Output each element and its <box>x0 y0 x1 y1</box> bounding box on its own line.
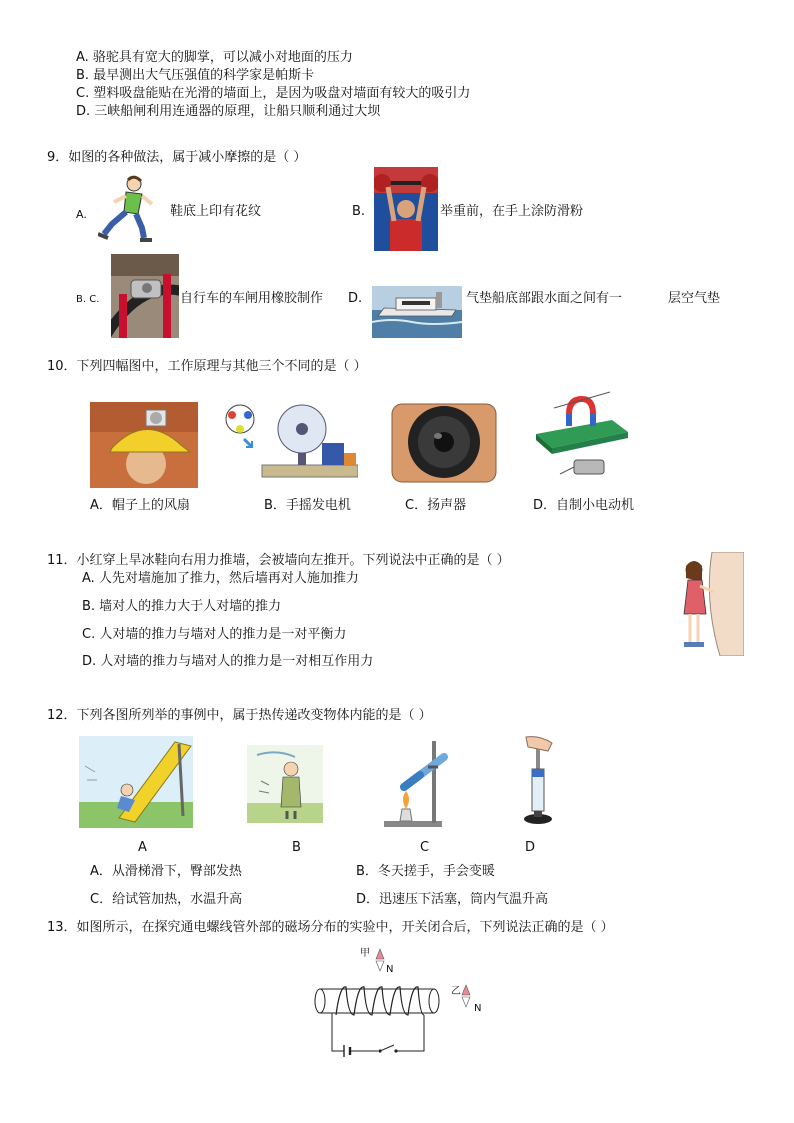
test-tube-heating-image <box>382 737 460 829</box>
q12-option-d: D．迅速压下活塞，筒内气温升高 <box>356 892 549 907</box>
q9-stem: 9．如图的各种做法，属于减小摩擦的是（ ） <box>47 150 307 165</box>
solenoid-circuit-diagram <box>310 945 490 1057</box>
piston-cylinder-image <box>518 735 558 829</box>
q13-label-jia: 甲 <box>360 948 370 959</box>
q9-option-c-letter-text: B. C. <box>76 294 100 305</box>
hat-fan-image <box>90 402 198 488</box>
q9-option-b-letter: B. <box>352 204 366 219</box>
bicycle-brake-image <box>111 254 179 338</box>
q11-option-b: B. 墙对人的推力大于人对墙的推力 <box>82 599 282 614</box>
q12-option-a: A．从滑梯滑下，臀部发热 <box>90 864 242 879</box>
q11-stem: 11．小红穿上旱冰鞋向右用力推墙，会被墙向左推开。下列说法中正确的是（ ） <box>47 553 510 568</box>
q12-label-d: D <box>525 840 536 855</box>
q10-stem: 10．下列四幅图中，工作原理与其他三个不同的是（ ） <box>47 359 367 374</box>
q12-option-b: B．冬天搓手，手会变暖 <box>356 864 495 879</box>
q9-option-b-text: 举重前，在手上涂防滑粉 <box>440 204 584 219</box>
hovercraft-image <box>372 286 462 338</box>
rubbing-hands-image <box>247 745 323 823</box>
q9-option-c-letter <box>76 291 99 308</box>
loudspeaker-image <box>388 402 500 484</box>
q9-option-d-text-cont: 层空气垫 <box>668 291 721 306</box>
q11-option-c: C. 人对墙的推力与墙对人的推力是一对平衡力 <box>82 627 347 642</box>
q8-option-d: D. 三峡船闸利用连通器的原理，让船只顺利通过大坝 <box>76 104 381 119</box>
running-boy-image <box>98 172 158 244</box>
slide-image <box>79 736 193 828</box>
electric-motor-image <box>532 384 628 484</box>
q9-option-d-text: 气垫船底部跟水面之间有一 <box>466 291 623 306</box>
q9-option-a-text: 鞋底上印有花纹 <box>170 204 262 219</box>
q13-label-n1: N <box>386 964 394 975</box>
q11-option-d: D. 人对墙的推力与墙对人的推力是一对相互作用力 <box>82 654 374 669</box>
q13-label-n2: N <box>474 1003 482 1014</box>
q12-label-c: C <box>420 840 430 855</box>
q9-option-d-letter: D. <box>348 291 363 306</box>
q8-option-c: C. 塑料吸盘能贴在光滑的墙面上，是因为吸盘对墙面有较大的吸引力 <box>76 86 471 101</box>
q10-option-a: A．帽子上的风扇 <box>90 498 190 513</box>
q11-option-a: A. 人先对墙施加了推力，然后墙再对人施加推力 <box>82 571 359 586</box>
q12-label-b: B <box>292 840 301 855</box>
q13-label-yi: 乙 <box>451 986 461 997</box>
weightlifter-image <box>374 167 438 251</box>
q8-option-b: B. 最早测出大气压强值的科学家是帕斯卡 <box>76 68 315 83</box>
q13-stem: 13．如图所示，在探究通电螺线管外部的磁场分布的实验中，开关闭合后，下列说法正确的是（ ） <box>47 920 614 935</box>
q9-option-a-letter: A. <box>76 208 87 221</box>
q10-option-d: D．自制小电动机 <box>533 498 635 513</box>
q12-option-c: C．给试管加热，水温升高 <box>90 892 243 907</box>
q8-option-a: A. 骆驼具有宽大的脚掌，可以减小对地面的压力 <box>76 50 353 65</box>
girl-pushing-wall-image <box>676 552 744 656</box>
q12-label-a: A <box>138 840 147 855</box>
q12-stem: 12．下列各图所列举的事例中，属于热传递改变物体内能的是（ ） <box>47 708 432 723</box>
q9-option-c-text: 自行车的车闸用橡胶制作 <box>180 291 324 306</box>
q10-option-c: C．扬声器 <box>405 498 467 513</box>
q10-option-b: B．手摇发电机 <box>264 498 351 513</box>
hand-generator-image <box>218 395 358 487</box>
